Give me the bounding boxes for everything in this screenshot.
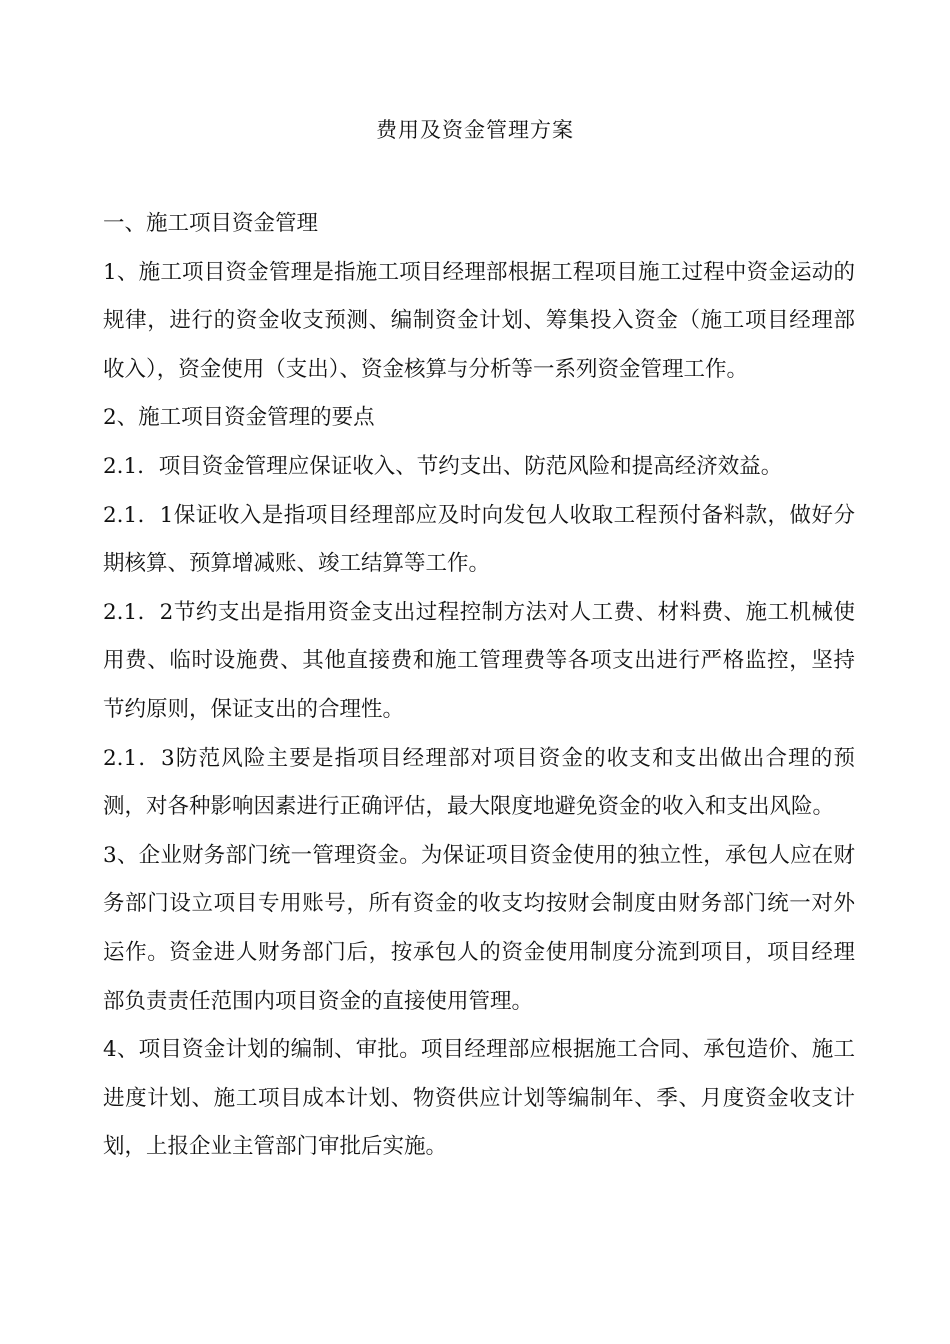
paragraph: 2.1．1保证收入是指项目经理部应及时向发包人收取工程预付备料款，做好分期核算、预算增减账、竣工结算等工作。 xyxy=(103,502,855,577)
paragraph: 3、企业财务部门统一管理资金。为保证项目资金使用的独立性，承包人应在财务部门设立项目专用账号，所有资金的收支均按财会制度由财务部门统一对外运作。资金进人财务部门后，按承包人的资金使用制度分流到项目，项目经理部负责责任范围内项目资金的直接使用管理。 xyxy=(103,842,855,1014)
paragraph: 2.1．3防范风险主要是指项目经理部对项目资金的收支和支出做出合理的预测，对各种影响因素进行正确评估，最大限度地避免资金的收入和支出风险。 xyxy=(103,745,855,820)
paragraph: 4、项目资金计划的编制、审批。项目经理部应根据施工合同、承包造价、施工进度计划、施工项目成本计划、物资供应计划等编制年、季、月度资金收支计划，上报企业主管部门审批后实施。 xyxy=(103,1037,855,1160)
subsection-heading: 2、施工项目资金管理的要点 xyxy=(103,405,375,431)
document-title: 费用及资金管理方案 xyxy=(376,118,574,142)
paragraph: 2.1．项目资金管理应保证收入、节约支出、防范风险和提高经济效益。 xyxy=(103,453,783,479)
paragraph: 2.1．2节约支出是指用资金支出过程控制方法对人工费、材料费、施工机械使用费、临时设施费、其他直接费和施工管理费等各项支出进行严格监控，坚持节约原则，保证支出的合理性。 xyxy=(103,599,855,722)
document-body xyxy=(103,200,855,1172)
paragraph: 1、施工项目资金管理是指施工项目经理部根据工程项目施工过程中资金运动的规律，进行的资金收支预测、编制资金计划、筹集投入资金（施工项目经理部收入），资金使用（支出）、资金核算与分析等一系列资金管理工作。 xyxy=(103,259,855,382)
section-heading: 一、施工项目资金管理 xyxy=(103,211,319,236)
